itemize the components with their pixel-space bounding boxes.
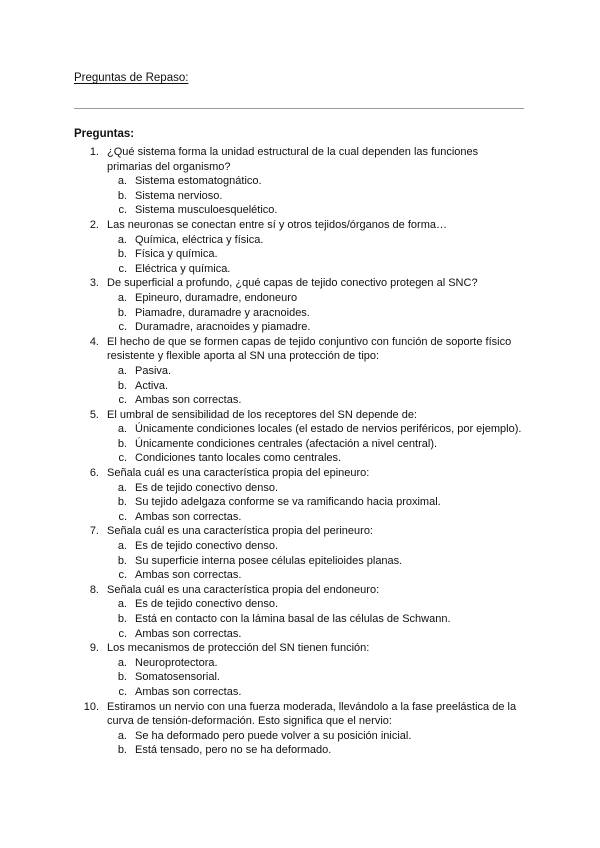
option-letter: a. xyxy=(117,540,127,553)
option-text: Sistema estomatognático. xyxy=(135,175,262,188)
option-text: Neuroprotectora. xyxy=(135,656,218,669)
answer-option xyxy=(74,627,526,642)
option-text: Somatosensorial. xyxy=(135,671,220,684)
option-letter: a. xyxy=(117,729,127,742)
option-text: Ambas son correctas. xyxy=(135,394,242,407)
option-text: Sistema musculoesquelético. xyxy=(135,204,278,217)
question-item xyxy=(74,145,526,174)
option-text: Únicamente condiciones locales (el estado de nervios periféricos, por ejemplo). xyxy=(135,423,522,436)
option-letter: c. xyxy=(118,321,127,334)
answer-option xyxy=(74,539,526,554)
option-text: Química, eléctrica y física. xyxy=(135,233,264,246)
option-text: Es de tejido conectivo denso. xyxy=(135,598,279,611)
question-item xyxy=(74,218,526,233)
question-item xyxy=(74,335,526,364)
question-text: El hecho de que se formen capas de tejido conjuntivo con función de soporte físico resistente y flexible aporta al SN una protección de tipo: xyxy=(107,335,512,363)
answer-option xyxy=(74,437,526,452)
option-letter: b. xyxy=(117,671,127,684)
answer-option xyxy=(74,174,526,189)
answer-option xyxy=(74,320,526,335)
answer-option xyxy=(74,189,526,204)
question-text: Estiramos un nervio con una fuerza moderada, llevándolo a la fase preelástica de la curva de tensión-deformación. Esto significa que el nervio: xyxy=(107,700,517,728)
option-letter: c. xyxy=(118,569,127,582)
question-number: 1. xyxy=(89,146,99,158)
option-letter: a. xyxy=(117,481,127,494)
option-letter: b. xyxy=(117,189,127,202)
answer-option xyxy=(74,291,526,306)
question-item xyxy=(74,583,526,598)
option-text: Eléctrica y química. xyxy=(135,262,231,275)
question-item xyxy=(74,524,526,539)
option-text: Sistema nervioso. xyxy=(135,189,223,202)
option-letter: a. xyxy=(117,233,127,246)
question-item xyxy=(74,466,526,481)
answer-option xyxy=(74,422,526,437)
option-text: Ambas son correctas. xyxy=(135,685,242,698)
answer-option xyxy=(74,379,526,394)
option-text: Piamadre, duramadre y aracnoides. xyxy=(135,306,310,319)
answer-option xyxy=(74,670,526,685)
answer-option xyxy=(74,554,526,569)
question-item xyxy=(74,408,526,423)
option-letter: b. xyxy=(117,437,127,450)
option-letter: b. xyxy=(117,379,127,392)
answer-option xyxy=(74,203,526,218)
answer-option xyxy=(74,612,526,627)
answer-option xyxy=(74,451,526,466)
option-letter: c. xyxy=(118,394,127,407)
question-number: 9. xyxy=(89,642,99,655)
option-letter: b. xyxy=(117,248,127,261)
option-text: Activa. xyxy=(135,379,169,392)
option-text: Ambas son correctas. xyxy=(135,510,242,523)
answer-option xyxy=(74,685,526,700)
answer-option xyxy=(74,729,526,744)
option-text: Física y química. xyxy=(135,248,218,261)
answer-option xyxy=(74,495,526,510)
answer-option xyxy=(74,510,526,525)
option-letter: c. xyxy=(118,452,127,465)
option-text: Epineuro, duramadre, endoneuro xyxy=(135,291,298,304)
question-number: 7. xyxy=(89,525,99,538)
question-text: Señala cuál es una característica propia del endoneuro: xyxy=(107,583,380,596)
questions-heading: Preguntas: xyxy=(74,128,135,140)
question-item xyxy=(74,276,526,291)
question-text: Señala cuál es una característica propia del perineuro: xyxy=(107,525,373,538)
question-number: 6. xyxy=(89,467,99,480)
answer-option xyxy=(74,306,526,321)
question-text: El umbral de sensibilidad de los receptores del SN depende de: xyxy=(107,408,418,421)
answer-option xyxy=(74,262,526,277)
answer-option xyxy=(74,393,526,408)
question-text: ¿Qué sistema forma la unidad estructural de la cual dependen las funciones primarias del organismo? xyxy=(107,146,479,173)
option-text: Es de tejido conectivo denso. xyxy=(135,481,279,494)
question-number: 5. xyxy=(89,408,99,421)
option-text: Su tejido adelgaza conforme se va ramificando hacia proximal. xyxy=(135,496,441,509)
option-letter: a. xyxy=(117,364,127,377)
option-letter: b. xyxy=(117,496,127,509)
answer-option xyxy=(74,568,526,583)
option-letter: b. xyxy=(117,306,127,319)
answer-option xyxy=(74,364,526,379)
option-letter: c. xyxy=(118,204,127,217)
option-letter: a. xyxy=(117,175,127,188)
answer-option xyxy=(74,656,526,671)
option-text: Duramadre, aracnoides y piamadre. xyxy=(135,321,311,334)
question-number: 10. xyxy=(83,700,99,713)
section-title: Preguntas de Repaso: xyxy=(74,72,189,84)
option-letter: c. xyxy=(118,510,127,523)
questions-list xyxy=(74,145,526,758)
option-letter: a. xyxy=(117,291,127,304)
answer-option xyxy=(74,247,526,262)
option-text: Es de tejido conectivo denso. xyxy=(135,540,279,553)
divider-line xyxy=(74,108,524,109)
option-letter: c. xyxy=(118,685,127,698)
option-text: Está en contacto con la lámina basal de las células de Schwann. xyxy=(135,613,451,625)
option-text: Condiciones tanto locales como centrales. xyxy=(135,452,342,465)
answer-option xyxy=(74,481,526,496)
option-letter: c. xyxy=(118,262,127,275)
answer-option xyxy=(74,743,526,758)
option-text: Ambas son correctas. xyxy=(135,627,242,640)
option-text: Está tensado, pero no se ha deformado. xyxy=(135,744,332,757)
option-letter: b. xyxy=(117,744,127,757)
answer-option xyxy=(74,597,526,612)
question-item xyxy=(74,641,526,656)
answer-option xyxy=(74,233,526,248)
option-letter: a. xyxy=(117,423,127,436)
question-number: 4. xyxy=(89,335,99,348)
option-text: Únicamente condiciones centrales (afectación a nivel central). xyxy=(135,437,438,450)
question-text: Las neuronas se conectan entre sí y otros tejidos/órganos de forma… xyxy=(107,218,447,231)
question-item xyxy=(74,700,526,729)
question-number: 2. xyxy=(89,218,99,231)
option-text: Pasiva. xyxy=(135,364,172,377)
question-text: Los mecanismos de protección del SN tienen función: xyxy=(107,642,370,655)
option-letter: b. xyxy=(117,613,127,625)
option-text: Ambas son correctas. xyxy=(135,569,242,582)
question-number: 3. xyxy=(89,277,99,290)
option-letter: a. xyxy=(117,656,127,669)
option-letter: c. xyxy=(118,627,127,640)
question-text: De superficial a profundo, ¿qué capas de tejido conectivo protegen al SNC? xyxy=(107,277,478,290)
option-text: Se ha deformado pero puede volver a su posición inicial. xyxy=(135,729,412,742)
question-number: 8. xyxy=(89,583,99,596)
option-letter: a. xyxy=(117,598,127,611)
option-letter: b. xyxy=(117,554,127,567)
question-text: Señala cuál es una característica propia del epineuro: xyxy=(107,467,370,480)
option-text: Su superficie interna posee células epitelioides planas. xyxy=(135,554,403,567)
